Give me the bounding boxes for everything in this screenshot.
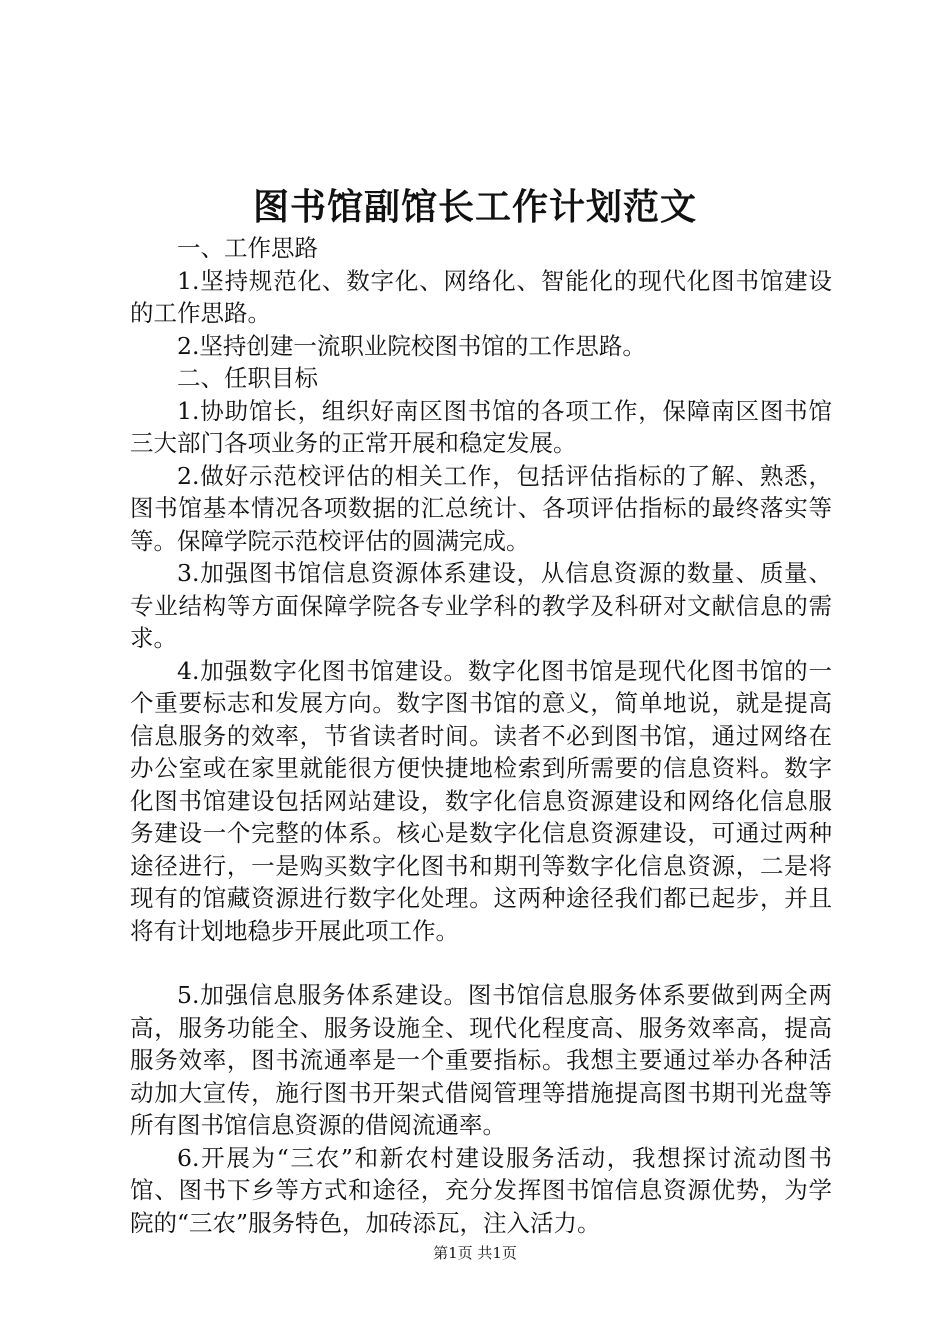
paragraph: 5.加强信息服务体系建设。图书馆信息服务体系要做到两全两高，服务功能全、服务设施全、现代化程度高、服务效率高，提高服务效率，图书流通率是一个重要指标。我想主要通过举办各种活动加大宣传，施行图书开架式借阅管理等措施提高图书期刊光盘等所有图书馆信息资源的借阅流通率。 (130, 981, 832, 1139)
paragraph: 1.坚持规范化、数字化、网络化、智能化的现代化图书馆建设的工作思路。 (130, 266, 832, 327)
page-footer: 第1页 共1页 (433, 1244, 517, 1262)
paragraph: 6.开展为“三农”和新农村建设服务活动，我想探讨流动图书馆、图书下乡等方式和途径，充分发挥图书馆信息资源优势，为学院的“三农”服务特色，加砖添瓦，注入活力。 (130, 1143, 832, 1237)
document-body (130, 232, 832, 1239)
paragraph: 2.坚持创建一流职业院校图书馆的工作思路。 (177, 331, 646, 360)
section-heading: 二、任职目标 (177, 364, 318, 392)
paragraph: 3.加强图书馆信息资源体系建设，从信息资源的数量、质量、专业结构等方面保障学院各专业学科的教学及科研对文献信息的需求。 (130, 559, 832, 652)
document-title: 图书馆副馆长工作计划范文 (252, 186, 697, 228)
paragraph: 4.加强数字化图书馆建设。数字化图书馆是现代化图书馆的一个重要标志和发展方向。数字图书馆的意义，简单地说，就是提高信息服务的效率，节省读者时间。读者不必到图书馆，通过网络在办公室或在家里就能很方便快捷地检索到所需要的信息资料。数字化图书馆建设包括网站建设，数字化信息资源建设和网络化信息服务建设一个完整的体系。核心是数字化信息资源建设，可通过两种途径进行，一是购买数字化图书和期刊等数字化信息资源，二是将现有的馆藏资源进行数字化处理。这两种途径我们都已起步，并且将有计划地稳步开展此项工作。 (130, 656, 832, 945)
paragraph: 2.做好示范校评估的相关工作，包括评估指标的了解、熟悉，图书馆基本情况各项数据的汇总统计、各项评估指标的最终落实等等。保障学院示范校评估的圆满完成。 (130, 461, 832, 555)
section-heading: 一、工作思路 (177, 234, 318, 262)
paragraph: 1.协助馆长，组织好南区图书馆的各项工作，保障南区图书馆三大部门各项业务的正常开展和稳定发展。 (130, 396, 832, 457)
